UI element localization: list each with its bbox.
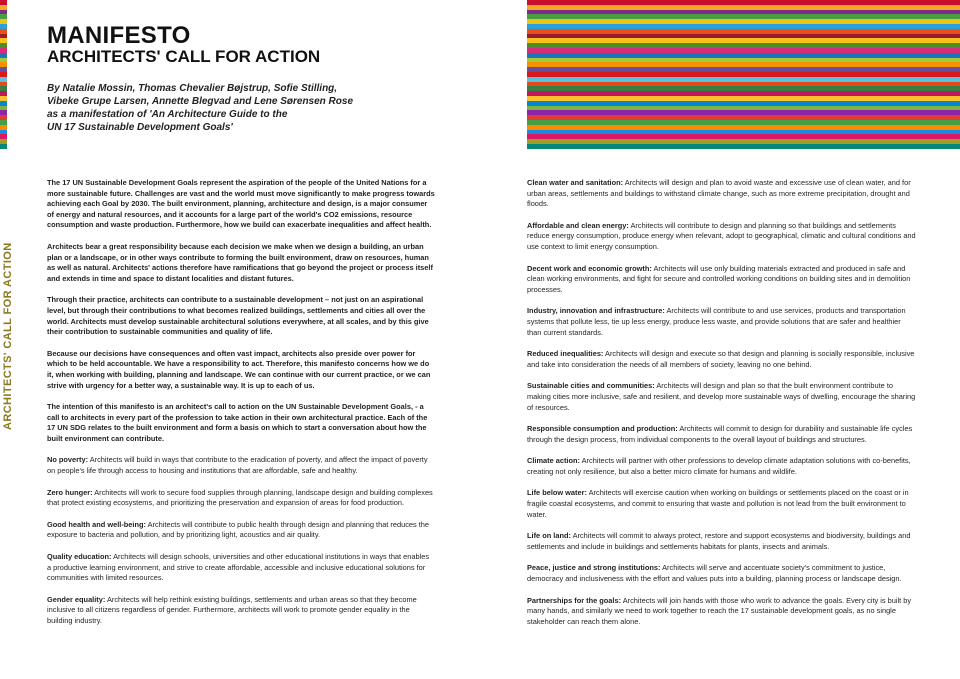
goal-title: Climate action: — [527, 456, 580, 466]
goal-text: Architects will partner with other professions to develop climate adaptation solutions with co-benefits, creating not only resilience, but also a better micro climate for humans and wildlife. — [527, 456, 911, 476]
goal-paragraph — [527, 221, 917, 253]
goal-paragraph — [47, 520, 435, 541]
goal-text: Architects will exercise caution when working on buildings or settlements placed on the coast or in fragile coastal ecosystems, and commit to ensuring that waste and pollution is not lead from the built environment to water. — [527, 488, 909, 519]
goal-text: Architects will contribute to public health through design and planning that reduces the exposure to bacteria and pollution, and by prioritizing light, acoustics and air quality. — [47, 519, 430, 540]
goal-title: Affordable and clean energy: — [527, 220, 629, 230]
byline-line: By Natalie Mossin, Thomas Chevalier Bøjstrup, Sofie Stilling, — [47, 83, 338, 94]
goal-text: Architects will work to secure food supplies through planning, landscape design and building complexes that protect existing ecosystems, and prioritizing the preservation and expansion of areas for food production. — [47, 487, 433, 508]
goal-title: Sustainable cities and communities: — [527, 381, 655, 391]
goal-title: Partnerships for the goals: — [527, 595, 622, 605]
goal-text: Architects will design and plan so that the built environment contribute to making cities more inclusive, safe and resilient, and develop more sustainable ways of dwelling, encourage the sharing of resources. — [527, 381, 916, 412]
byline-line: Vibeke Grupe Larsen, Annette Blegvad and Lene Sørensen Rose — [47, 96, 354, 107]
goal-paragraph — [527, 306, 917, 338]
goal-title: Life below water: — [527, 488, 587, 498]
goal-title: Good health and well-being: — [47, 519, 146, 529]
goal-title: Clean water and sanitation: — [527, 178, 624, 187]
goal-paragraph — [47, 595, 435, 627]
goal-text: Architects will serve and accentuate society's commitment to justice, democracy and inclusiveness with the effort and values puts into a building, planning process or landscape design. — [527, 563, 902, 584]
goal-paragraph — [47, 455, 435, 476]
goal-title: No poverty: — [47, 455, 89, 465]
goal-text: Architects will design and execute so that design and planning is socially responsible, inclusive and take into consideration the needs of all members of society, leaving no one behind. — [527, 349, 915, 369]
right-column — [527, 178, 917, 638]
intro-paragraph: Because our decisions have consequences and often vast impact, architects also preside over power for which to be held accountable. We have a responsibility to act. Therefore, this manifesto concerns how we do it, when working with building, planning and landscape. We can continue with our current practice, or we can strive with urgency for a better way, a sustainable way. It is up to each of us. — [47, 348, 431, 390]
intro-paragraph: Architects bear a great responsibility because each decision we make when we design a building, an urban plan or a landscape, or in other ways contribute to forming the built environment, draw on resources, human as well as natural. Architects' actions therefore have ramifications that go beyond the project or process itself and extends in time and space to distant localities and distant futures. — [47, 241, 433, 283]
byline — [47, 82, 467, 134]
goal-paragraph — [527, 381, 917, 413]
goal-paragraph — [527, 349, 917, 370]
goal-paragraph — [527, 596, 917, 628]
goal-paragraph — [47, 552, 435, 584]
goal-title: Zero hunger: — [47, 487, 93, 497]
goal-title: Industry, innovation and infrastructure: — [527, 306, 665, 316]
goal-paragraph — [527, 178, 917, 210]
goal-text: Architects will contribute to design and planning so that buildings and settlements reduce energy consumption, produce energy when relevant, adopt to geographical, climatic and cultural conditions and use context to limit energy consumption. — [527, 220, 916, 251]
goal-paragraph — [527, 264, 917, 296]
goal-title: Reduced inequalities: — [527, 349, 604, 359]
goal-paragraph — [527, 456, 917, 477]
page-subtitle: ARCHITECTS' CALL FOR ACTION — [47, 47, 321, 66]
goal-title: Peace, justice and strong institutions: — [527, 563, 661, 573]
byline-line: as a manifestation of 'An Architecture Guide to the — [47, 109, 288, 120]
goal-title: Gender equality: — [47, 594, 106, 604]
color-stripe — [527, 144, 960, 149]
goal-text: Architects will use only building materials extracted and produced in safe and clean working environments, and fight for secure and controlled working conditions on building sites and in demolition processes. — [527, 263, 911, 294]
goal-text: Architects will design and plan to avoid waste and excessive use of clean water, and for urban areas, settlements and buildings to withstand climate change, such as more extreme precipitation, drought and floods. — [527, 178, 911, 209]
color-stripe — [0, 144, 7, 149]
goal-title: Responsible consumption and production: — [527, 424, 678, 434]
intro-paragraph: Through their practice, architects can contribute to a sustainable development – not just on an aspirational level, but through their contributions to what becomes realized buildings, settlements and cities all over the world. Architects must develop sustainable architectural solutions everywhere, at all scales, and by this give their contribution to sustainable communities and quality of life. — [47, 295, 429, 337]
goals-list-right — [527, 178, 917, 627]
goal-text: Architects will contribute to and use services, products and transportation systems that pollute less, tie up less energy, produce less waste, and provide solutions that are safer and healthier than current standards. — [527, 306, 906, 337]
goal-title: Decent work and economic growth: — [527, 263, 652, 273]
goal-title: Life on land: — [527, 531, 571, 541]
page-title: MANIFESTO — [47, 22, 191, 49]
goal-text: Architects will design schools, universities and other educational institutions in ways that enables a productive learning environment, and strive to create affordable, accessible and inclusive educational solutions for communities with limited resources. — [47, 552, 430, 583]
intro-paragraph: The 17 UN Sustainable Development Goals represent the aspiration of the people of the United Nations for a more sustainable future. Challenges are vast and the world must move significantly to make progress towards achieving each Goal by 2030. The built environment, planning, architecture and design, is a major consumer of energy and natural resources, and it accounts for a large part of the world's CO2 emissions, resource consumption and waste production. Furthermore, how we build can exacerbate inequalities and affect health. — [47, 178, 435, 230]
goals-list-left — [47, 455, 435, 626]
side-label-text: ARCHITECTS' CALL FOR ACTION — [2, 242, 14, 430]
goal-text: Architects will commit to design for durability and sustainable life cycles through the design process, from individual components to the overall layout of buildings and structures. — [527, 424, 913, 444]
goal-paragraph — [527, 531, 917, 552]
goal-text: Architects will help rethink existing buildings, settlements and urban areas so that they become inclusive to all citizens regardless of gender. Furthermore, architects will work to promote gender equality in the building industry. — [47, 594, 417, 625]
goal-paragraph — [527, 563, 917, 584]
byline-line: UN 17 Sustainable Development Goals' — [47, 122, 233, 133]
goal-paragraph — [527, 424, 917, 445]
goal-paragraph — [47, 488, 435, 509]
goal-text: Architects will commit to always protect, restore and support ecosystems and biodiversity, buildings and settlements and include in buildings and settlements habitats for plants, insects and animals. — [527, 531, 911, 551]
stripe-band-left — [0, 0, 7, 150]
goal-paragraph — [527, 488, 917, 520]
intro-paragraph: The intention of this manifesto is an architect's call to action on the UN Sustainable Development Goals, - a call to architects in every part of the profession to take action in their own architectural practice. Each of the 17 UN SDG relates to the built environment and form a basis on which to start a conversation about how the built environment can contribute. — [47, 402, 428, 443]
left-column — [47, 178, 435, 638]
goal-text: Architects will build in ways that contribute to the eradication of poverty, and affect the impact of poverty on people's life through access to housing and institutions that are affordable, safe and healthy. — [47, 455, 428, 476]
goal-text: Architects will join hands with those who work to advance the goals. Every city is built by many hands, and similarly we need to work together to reach the 17 sustainable development goals, as no single stakeholder can reach them alone. — [527, 595, 912, 626]
stripe-band-right — [527, 0, 960, 150]
goal-title: Quality education: — [47, 552, 112, 562]
